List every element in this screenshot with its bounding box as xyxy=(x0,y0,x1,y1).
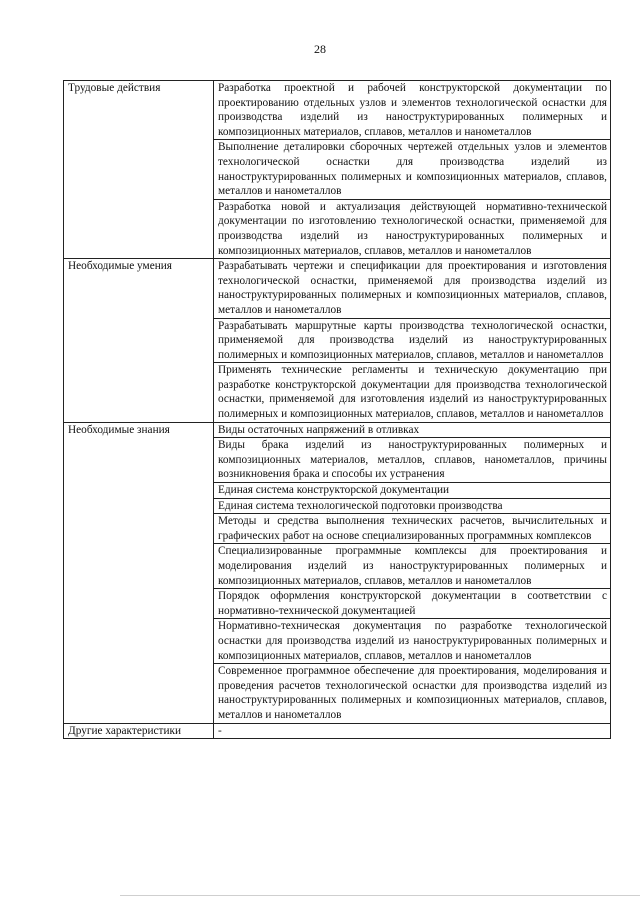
knowledge-item: Нормативно-техническая документация по разработке технологической оснастки для производства изделий из наноструктурированных полимерных и композиционных материалов, сплавов, металлов и нанометаллов xyxy=(214,619,611,664)
row-label-other: Другие характеристики xyxy=(64,723,214,739)
other-value: - xyxy=(214,723,611,739)
table-row xyxy=(64,723,611,739)
table-row xyxy=(64,422,611,438)
knowledge-item: Порядок оформления конструкторской документации в соответствии с нормативно-технической документацией xyxy=(214,589,611,619)
row-label-required-skills: Необходимые умения xyxy=(64,259,214,423)
labor-action-item: Разработка проектной и рабочей конструкторской документации по проектированию отдельных узлов и элементов технологической оснастки для производства изделий из наноструктурированных полимерных и композиционных материалов, сплавов, металлов и нанометаллов xyxy=(214,81,611,140)
characteristics-table xyxy=(63,80,611,739)
row-label-labor-actions: Трудовые действия xyxy=(64,81,214,259)
table-row xyxy=(64,259,611,318)
labor-action-item: Выполнение деталировки сборочных чертежей отдельных узлов и элементов технологической оснастки для производства изделий из наноструктурированных полимерных и композиционных материалов, сплавов, металлов и нанометаллов xyxy=(214,140,611,199)
page-number: 28 xyxy=(314,42,326,56)
labor-action-item: Разработка новой и актуализация действующей нормативно-технической документации по изготовлению технологической оснастки, применяемой для производства изделий из наноструктурированных полимерных и композиционных материалов, сплавов, металлов и нанометаллов xyxy=(214,199,611,258)
scan-edge-line xyxy=(120,895,640,896)
knowledge-item: Методы и средства выполнения технических расчетов, вычислительных и графических работ на основе специализированных программных комплексов xyxy=(214,514,611,544)
knowledge-item: Специализированные программные комплексы для проектирования и моделирования изделий из наноструктурированных полимерных и композиционных материалов, сплавов, металлов и нанометаллов xyxy=(214,544,611,589)
row-label-required-knowledge: Необходимые знания xyxy=(64,422,214,723)
knowledge-item: Единая система конструкторской документации xyxy=(214,483,611,499)
table-row xyxy=(64,81,611,140)
knowledge-item: Современное программное обеспечение для проектирования, моделирования и проведения расчетов технологической оснастки для производства изделий из наноструктурированных полимерных и композиционных материалов, сплавов, металлов и нанометаллов xyxy=(214,664,611,723)
skill-item: Разрабатывать чертежи и спецификации для проектирования и изготовления технологической оснастки, применяемой для производства изделий из наноструктурированных полимерных и композиционных материалов, сплавов, металлов и нанометаллов xyxy=(214,259,611,318)
knowledge-item: Виды остаточных напряжений в отливках xyxy=(214,422,611,438)
skill-item: Применять технические регламенты и техническую документацию при разработке конструкторской документации для производства технологической оснастки, применяемой для изготовления изделий из наноструктурированных полимерных и композиционных материалов, сплавов, металлов и нанометаллов xyxy=(214,363,611,422)
skill-item: Разрабатывать маршрутные карты производства технологической оснастки, применяемой для производства изделий из наноструктурированных полимерных и композиционных материалов, сплавов, металлов и нанометаллов xyxy=(214,318,611,363)
knowledge-item: Виды брака изделий из наноструктурированных полимерных и композиционных материалов, металлов, сплавов, нанометаллов, причины возникновения брака и способы их устранения xyxy=(214,438,611,483)
knowledge-item: Единая система технологической подготовки производства xyxy=(214,498,611,514)
